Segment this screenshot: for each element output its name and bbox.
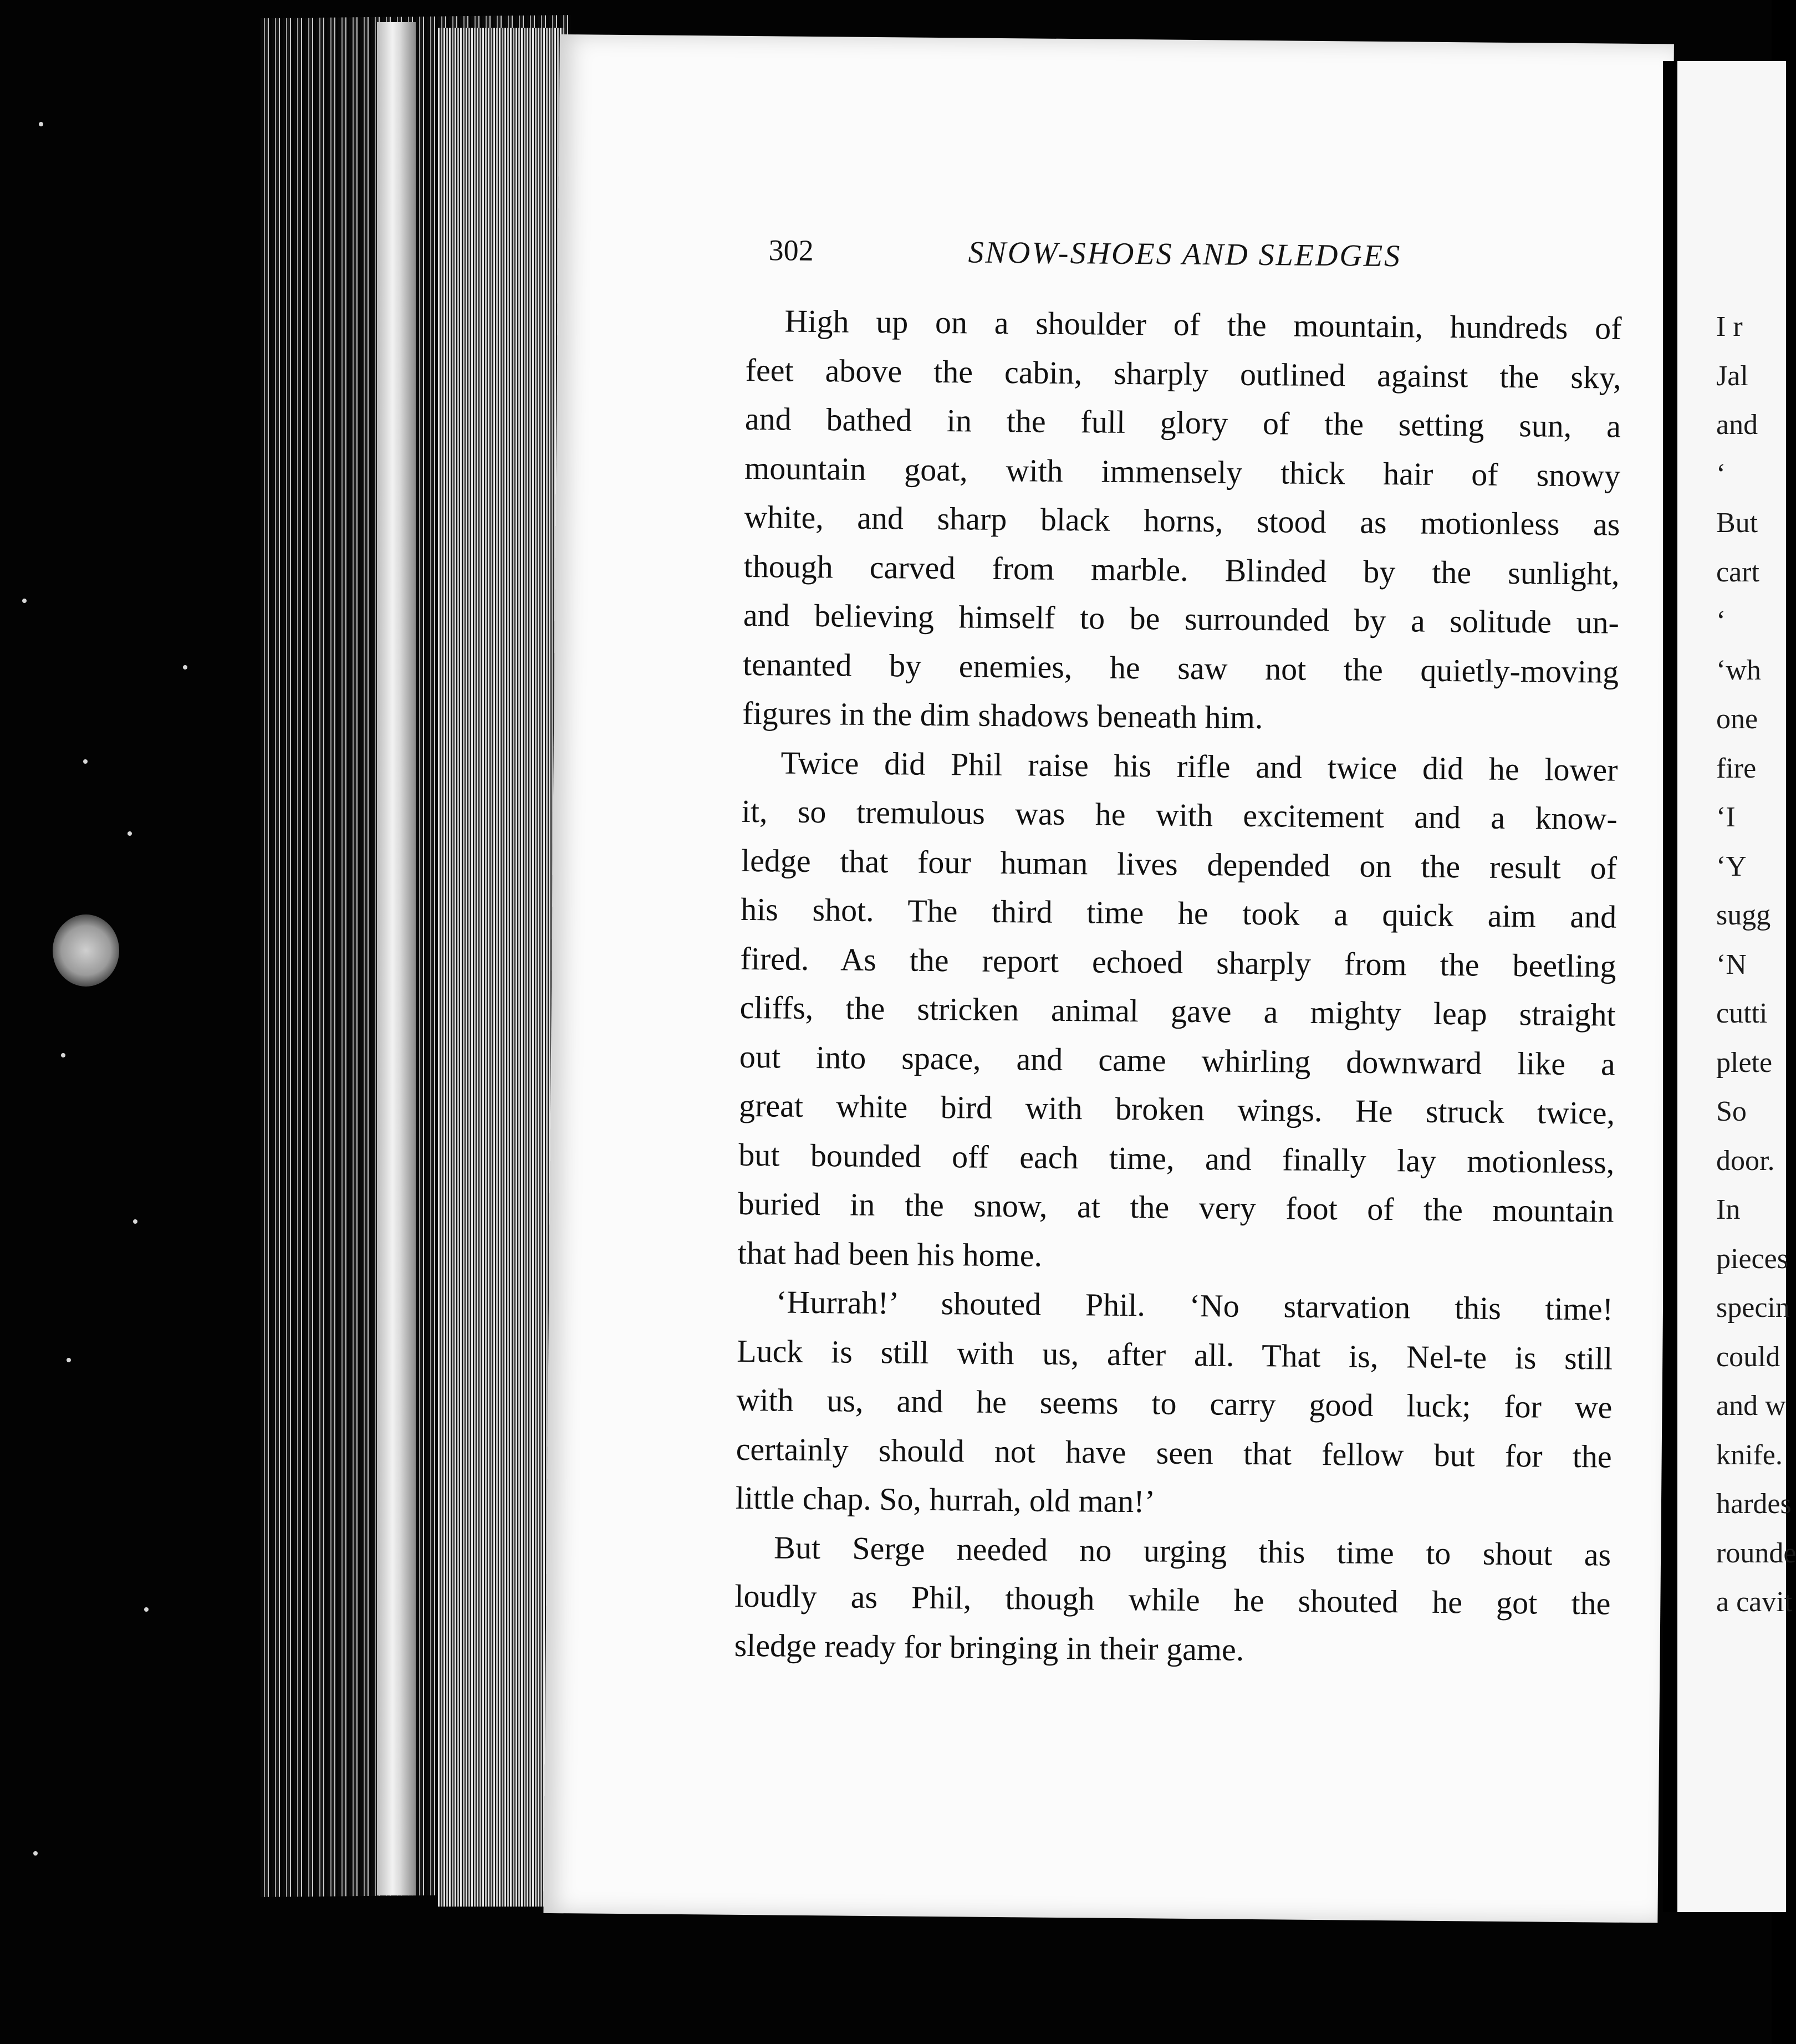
- text-line: with us, and he seems to carry good luck; for we: [736, 1381, 1613, 1425]
- text-line: out into space, and came whirling downward like a: [739, 1038, 1616, 1082]
- dust-speck: [61, 1053, 65, 1057]
- text-line: certainly should not have seen that fellow but for the: [736, 1430, 1612, 1475]
- facing-page-fragment: cart: [1716, 556, 1759, 588]
- facing-page-fragment: In: [1716, 1194, 1741, 1225]
- dust-speck: [127, 831, 132, 836]
- running-head: [768, 233, 1678, 274]
- facing-page-fragment: specin: [1716, 1292, 1790, 1324]
- text-line: tenanted by enemies, he saw not the quietly-moving: [742, 646, 1619, 690]
- facing-page-fragment: plete: [1716, 1046, 1773, 1079]
- paragraph: [734, 1522, 1611, 1677]
- paragraph: [737, 738, 1618, 1285]
- facing-page-fragment: I r: [1716, 311, 1743, 343]
- facing-page: [1663, 61, 1796, 1912]
- dust-blob: [53, 914, 119, 987]
- page-number: 302: [768, 233, 814, 268]
- facing-page-fragment: one: [1716, 703, 1758, 735]
- dust-speck: [83, 759, 88, 764]
- facing-page-fragment: ‘Y: [1716, 850, 1747, 882]
- text-line: great white bird with broken wings. He struck twice,: [738, 1087, 1615, 1131]
- dust-speck: [133, 1219, 137, 1224]
- running-title: SNOW-SHOES AND SLEDGES: [968, 235, 1402, 274]
- text-line: that had been his home.: [737, 1234, 1043, 1274]
- text-line: it, so tremulous was he with excitement and a know-: [741, 793, 1618, 837]
- facing-page-fragment: door.: [1716, 1144, 1775, 1177]
- facing-page-fragment: ‘: [1716, 605, 1726, 637]
- dust-speck: [33, 1851, 38, 1856]
- facing-page-fragment: pieces: [1716, 1243, 1788, 1275]
- text-line: his shot. The third time he took a quick aim and: [740, 891, 1617, 935]
- text-line: white, and sharp black horns, stood as motionless as: [744, 498, 1620, 543]
- text-line: but bounded off each time, and finally lay motionless,: [738, 1136, 1615, 1181]
- facing-page-fragment: hardes: [1716, 1488, 1792, 1520]
- text-line: little chap. So, hurrah, old man!’: [735, 1479, 1156, 1520]
- facing-page-fragment: ‘: [1716, 458, 1726, 490]
- text-line: and believing himself to be surrounded by a solitude un-: [743, 596, 1620, 641]
- text-line: figures in the dim shadows beneath him.: [742, 694, 1263, 736]
- paragraph: [736, 1278, 1614, 1530]
- dust-speck: [39, 122, 43, 126]
- text-line: cliffs, the stricken animal gave a mighty leap straight: [739, 989, 1616, 1033]
- facing-page-fragment: knife.: [1716, 1439, 1783, 1471]
- facing-page-fragment: But: [1716, 507, 1758, 539]
- dust-speck: [144, 1607, 149, 1612]
- text-line: mountain goat, with immensely thick hair of snowy: [744, 449, 1621, 494]
- text-line: Twice did Phil raise his rifle and twice did he lower: [780, 744, 1618, 788]
- facing-page-fragment: rounde: [1716, 1537, 1796, 1569]
- text-line: feet above the cabin, sharply outlined against the sky,: [745, 351, 1621, 396]
- text-line: buried in the snow, at the very foot of the mountain: [738, 1185, 1614, 1229]
- text-line: But Serge needed no urging this time to shout as: [773, 1529, 1611, 1573]
- book-page: [543, 34, 1674, 1923]
- text-line: Luck is still with us, after all. That is, Nel-te is still: [737, 1332, 1613, 1377]
- facing-page-fragment: fire: [1716, 752, 1757, 784]
- facing-page-fragment: cutti: [1716, 998, 1768, 1029]
- facing-page-fragment: ‘wh: [1716, 654, 1761, 686]
- facing-page-fragment: and w: [1716, 1390, 1786, 1422]
- text-line: High up on a shoulder of the mountain, hundreds of: [784, 303, 1622, 346]
- book-spine-highlight: [377, 22, 416, 1895]
- dust-speck: [183, 665, 187, 670]
- facing-page-fragment: sugg: [1716, 900, 1771, 931]
- body-text: [734, 297, 1622, 1678]
- text-line: though carved from marble. Blinded by the sunlight,: [743, 548, 1620, 592]
- text-line: sledge ready for bringing in their game.: [734, 1627, 1244, 1668]
- paragraph: [742, 297, 1622, 745]
- facing-page-fragment: ‘N: [1716, 948, 1747, 980]
- text-line: fired. As the report echoed sharply from the beetling: [740, 940, 1616, 984]
- facing-page-fragment: a cavit: [1716, 1586, 1793, 1618]
- facing-page-fragment: could: [1716, 1341, 1780, 1373]
- text-line: loudly as Phil, though while he shouted he got the: [734, 1577, 1611, 1622]
- facing-page-fragment: ‘I: [1716, 801, 1736, 833]
- text-line: ledge that four human lives depended on the result of: [741, 842, 1618, 886]
- facing-page-fragment: Jal: [1716, 360, 1748, 392]
- facing-page-fragment: and: [1716, 409, 1758, 441]
- text-line: ‘Hurrah!’ shouted Phil. ‘No starvation this time!: [775, 1284, 1614, 1327]
- dust-speck: [22, 599, 27, 603]
- dust-speck: [67, 1358, 71, 1362]
- text-line: and bathed in the full glory of the setting sun, a: [744, 400, 1621, 444]
- facing-page-fragment: So: [1716, 1096, 1747, 1127]
